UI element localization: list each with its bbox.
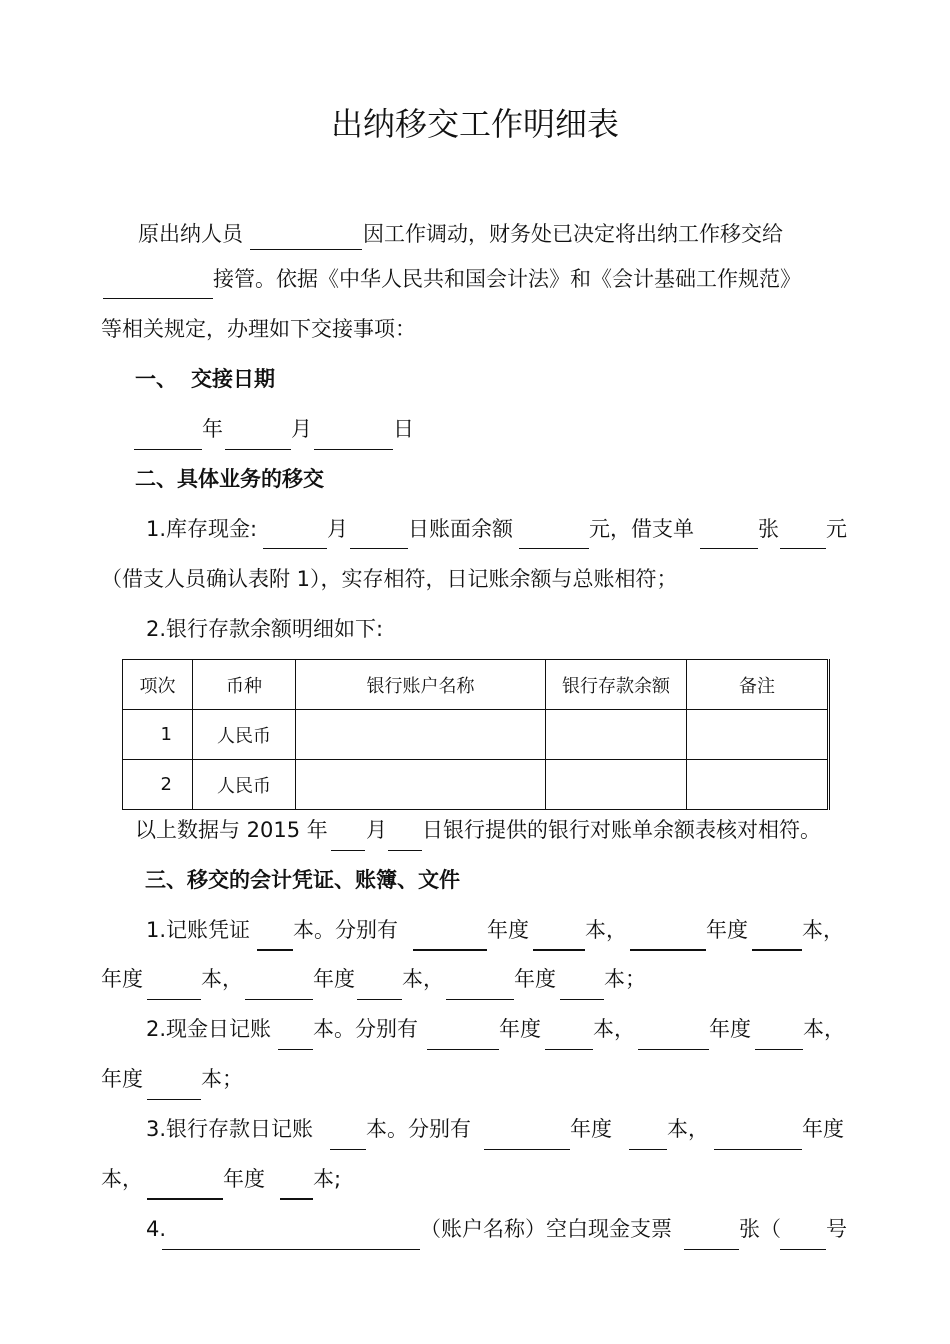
confirm-b: 日银行提供的银行对账单余额表核对相符。 [422, 818, 821, 842]
blank-cheque-number[interactable] [780, 1249, 826, 1250]
blank-voucher-count-3[interactable] [147, 999, 201, 1000]
blank-cashbook-year-2[interactable] [638, 1049, 709, 1050]
voucher-year-label-3: 年度 [101, 967, 143, 991]
blank-cashbook-count-1[interactable] [545, 1049, 593, 1050]
confirm-a: 以上数据与 2015 年 [135, 818, 328, 842]
section-1-title: 交接日期 [191, 367, 275, 391]
blank-cashbook-count-2[interactable] [755, 1049, 803, 1050]
confirm-month-label: 月 [366, 818, 387, 842]
blank-cash-day[interactable] [350, 548, 408, 549]
blank-month[interactable] [225, 449, 291, 450]
cashbook-label: 2.现金日记账 [146, 1017, 272, 1041]
intro-line-1-b: 因工作调动，财务处已决定将出纳工作移交给 [363, 222, 783, 246]
blank-cashbook-count-3[interactable] [147, 1099, 201, 1100]
cell-item-no: 2 [123, 760, 193, 810]
blank-voucher-year-5[interactable] [446, 999, 514, 1000]
blank-day[interactable] [314, 449, 393, 450]
table-row [123, 760, 829, 810]
cell-remark[interactable] [687, 710, 829, 760]
section-2-heading: 二、具体业务的移交 [135, 467, 324, 491]
cash-label: 1.库存现金: [146, 517, 258, 541]
blank-bankbook-year-1[interactable] [484, 1149, 570, 1150]
section-1-number: 一、 [135, 367, 177, 391]
blank-bankbook-count-3[interactable] [280, 1198, 313, 1200]
voucher-ben-label-3: 本， [201, 967, 243, 991]
loan-zhang-label: 张 [758, 517, 779, 541]
cell-item-no: 1 [123, 710, 193, 760]
voucher-year-label-5: 年度 [514, 967, 556, 991]
cell-currency: 人民币 [193, 710, 296, 760]
bankbook-ben-label-2: 本， [101, 1167, 143, 1191]
cash-yuan-label: 元，借支单 [589, 517, 694, 541]
intro-line-1-a: 原出纳人员 [138, 222, 243, 246]
cell-balance[interactable] [546, 710, 687, 760]
blank-loan-amount[interactable] [780, 548, 826, 549]
day-label: 日 [393, 417, 414, 441]
blank-bankbook-year-2[interactable] [714, 1149, 802, 1150]
voucher-ben-label-1: 本， [585, 918, 627, 942]
blank-bankbook-total[interactable] [330, 1149, 366, 1150]
voucher-year-label-2: 年度 [706, 918, 748, 942]
blank-voucher-count-2[interactable] [752, 949, 802, 951]
year-label: 年 [202, 417, 223, 441]
cashbook-respectively: 本。分别有 [313, 1017, 418, 1041]
blank-voucher-year-2[interactable] [630, 949, 706, 951]
blank-bankbook-count-1[interactable] [629, 1149, 667, 1150]
blank-cheque-account-name[interactable] [162, 1249, 420, 1250]
voucher-label: 1.记账凭证 [146, 918, 251, 942]
blank-cash-balance[interactable] [519, 548, 589, 549]
blank-cheque-count[interactable] [684, 1249, 739, 1250]
month-label: 月 [291, 417, 312, 441]
voucher-year-label-4: 年度 [313, 967, 355, 991]
cell-currency: 人民币 [193, 760, 296, 810]
cell-account-name[interactable] [296, 710, 546, 760]
blank-confirm-month[interactable] [331, 850, 365, 851]
cell-account-name[interactable] [296, 760, 546, 810]
bankbook-ben-end: 本; [313, 1167, 342, 1191]
blank-year[interactable] [134, 449, 202, 450]
cheque-label: 4. [146, 1217, 167, 1241]
cashbook-ben-label-1: 本， [593, 1017, 635, 1041]
blank-voucher-count-5[interactable] [560, 999, 604, 1000]
table-row [123, 710, 829, 760]
header-remark: 备注 [687, 660, 829, 710]
bankbook-year-label-1: 年度 [570, 1117, 612, 1141]
cheque-hao-label: 号 [826, 1217, 847, 1241]
intro-line-3: 等相关规定，办理如下交接事项： [101, 317, 416, 341]
cell-remark[interactable] [687, 760, 829, 810]
cash-month-label: 月 [327, 517, 348, 541]
voucher-ben-label-4: 本， [402, 967, 444, 991]
blank-voucher-year-4[interactable] [245, 999, 313, 1000]
bankbook-respectively: 本。分别有 [366, 1117, 471, 1141]
bankbook-label: 3.银行存款日记账 [146, 1117, 314, 1141]
cheque-zhang-label: 张（ [739, 1217, 781, 1241]
blank-successor[interactable] [103, 298, 213, 299]
voucher-respectively: 本。分别有 [293, 918, 398, 942]
blank-bankbook-year-3[interactable] [147, 1198, 223, 1200]
blank-cashbook-total[interactable] [278, 1049, 313, 1050]
blank-voucher-year-1[interactable] [413, 949, 487, 951]
bankbook-ben-label-1: 本， [667, 1117, 709, 1141]
voucher-year-label-1: 年度 [487, 918, 529, 942]
header-currency: 币种 [193, 660, 296, 710]
blank-voucher-count-1[interactable] [533, 949, 585, 951]
bankbook-year-label-2: 年度 [802, 1117, 844, 1141]
header-item-no: 项次 [123, 660, 193, 710]
cashbook-year-label-2: 年度 [709, 1017, 751, 1041]
cash-balance-label: 日账面余额 [408, 517, 513, 541]
cell-balance[interactable] [546, 760, 687, 810]
cashbook-ben-end: 本； [201, 1067, 243, 1091]
blank-voucher-total[interactable] [257, 949, 293, 951]
blank-original-cashier[interactable] [250, 249, 362, 250]
voucher-ben-end: 本； [604, 967, 646, 991]
page-title: 出纳移交工作明细表 [330, 105, 619, 143]
blank-cash-month[interactable] [263, 548, 327, 549]
cash-line-2: （借支人员确认表附 1），实存相符，日记账余额与总账相符； [101, 567, 678, 591]
blank-loan-count[interactable] [700, 548, 758, 549]
intro-line-2: 接管。依据《中华人民共和国会计法》和《会计基础工作规范》 [213, 267, 801, 291]
cashbook-year-label-3: 年度 [101, 1067, 143, 1091]
blank-voucher-count-4[interactable] [357, 999, 402, 1000]
header-balance: 银行存款余额 [546, 660, 687, 710]
bank-balance-table [122, 659, 830, 810]
cashbook-year-label-1: 年度 [499, 1017, 541, 1041]
blank-cashbook-year-1[interactable] [427, 1049, 499, 1050]
cashbook-ben-label-2: 本， [803, 1017, 845, 1041]
header-account-name: 银行账户名称 [296, 660, 546, 710]
cheque-text: （账户名称）空白现金支票 [420, 1217, 672, 1241]
blank-confirm-day[interactable] [388, 850, 422, 851]
voucher-ben-label-2: 本， [802, 918, 844, 942]
section-3-heading: 三、移交的会计凭证、账簿、文件 [145, 868, 460, 892]
table-header-row [123, 660, 829, 710]
loan-yuan-label: 元 [826, 517, 847, 541]
bank-label: 2.银行存款余额明细如下: [146, 617, 384, 641]
bankbook-year-label-3: 年度 [223, 1167, 265, 1191]
